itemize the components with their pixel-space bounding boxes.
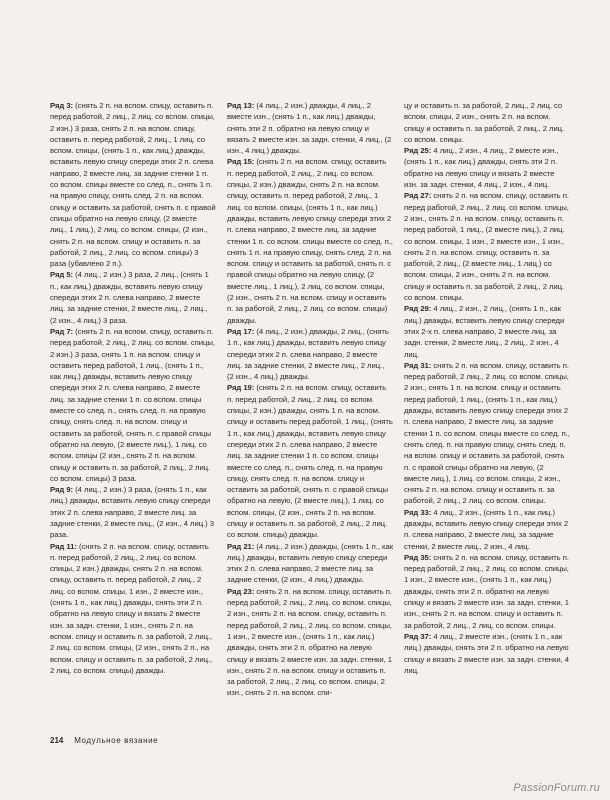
row-instruction — [227, 100, 393, 156]
row-text: снять 2 п. на вспом. спицу, оставить п. перед работой, 2 лиц., 2 лиц. со вспом. спицы, 2 изн., снять 2 п. на вспом. спицу, оставить п. перед работой, 2 лиц., 2 лиц. со вспом. спицы, 1 изн., 2 вместе изн., (снять 1 п., как лиц.) дважды, снять эти 2 п. обратно на левую спицу и вязать 2 вместе изн. за задн. стенки, 1 изн., снять 2 п. на вспом. спицу и оставить п. за работой, 2 лиц., 2 лиц. со вспом. спицы, 2 изн., снять 2 п. на вспом. спи- — [227, 586, 392, 698]
text-columns — [50, 100, 570, 700]
watermark: PassionForum.ru — [513, 782, 600, 794]
row-text: 4 лиц., 2 изн., 2 лиц., (снять 1 п., как лиц.) дважды, вставить левую спицу спереди этих 2-х п. слева направо, 2 вместе лиц. за задн. стенки, 2 вместе лиц., 2 лиц., 2 изн., 4 лиц. — [404, 304, 565, 359]
row-instruction — [227, 326, 393, 382]
row-label: Ряд 15: — [227, 157, 255, 167]
row-text: (снять 2 п. на вспом. спицу, оставить п. перед работой, 2 лиц., 2 лиц. со вспом. спицы, 2 изн.) 3 раза, снять 1 п. на вспом. спицу и оставить перед работой, 1 лиц., (снять 1 п., как лиц.) дважды, вставить левую спицу спереди этих 2 п. слева направо, 2 вместе лиц. за задние стенки 1 п. со вспом. спицы вместе со след. п., снять след. п. на правую спицу, снять след. п. на вспом. спицу и оставить за работой, снять п. с правой спицы обратно на левую, (2 вместе лиц.), 1 лиц. со вспом. спицы (2 изн., снять 2 п. на вспом. спицу и оставить п. за работой, 2 лиц., 2 лиц. со вспом. спицы) 3 раза. — [50, 326, 215, 483]
row-label: Ряд 13: — [227, 101, 255, 110]
row-instruction — [404, 145, 570, 190]
row-label: Ряд 17: — [227, 326, 255, 336]
row-label: Ряд 31: — [404, 360, 432, 370]
row-label: Ряд 3: — [50, 101, 74, 110]
row-text: снять 2 п. на вспом. спицу, оставить п. перед работой, 2 лиц., 2 лиц. со вспом. спицы, 1 изн., 2 вместе изн., (снять 1 п., как лиц.) дважды, снять эти 2 п. обратно на левую спицу и вязать 2 вместе изн. за задн. стенки, 1 изн., снять 2 п. на вспом. спицу и оставить п. за работой, 2 лиц., 2 лиц. со вспом. спицы. — [404, 552, 569, 630]
page-number: 214 — [50, 736, 64, 745]
row-instruction — [50, 100, 216, 269]
row-label: Ряд 19: — [227, 383, 255, 393]
row-instruction — [227, 586, 393, 699]
row-label: Ряд 25: — [404, 146, 432, 156]
row-label: Ряд 27: — [404, 191, 432, 201]
row-text: (4 лиц., 2 изн.) дважды, (снять 1 п., как лиц.) дважды, вставить левую спицу спереди этих 2 п. слева направо, 2 вместе лиц. за задние стенки, (2 изн., 4 лиц.) дважды. — [227, 541, 393, 585]
row-text: 4 лиц., 2 изн., 4 лиц., 2 вместе изн., (снять 1 п., как лиц.) дважды, снять эти 2 п. обратно на левую спицу и вязать 2 вместе изн. за задн. стенки, 4 лиц., 2 изн., 4 лиц. — [404, 146, 559, 190]
row-text: (снять 2 п. на вспом. спицу, оставить п. перед работой, 2 лиц., 2 лиц. со вспом. спицы, 2 изн.) дважды, снять 1 п. на вспом. спицу и оставить перед работой, 1 лиц., (снять 1 п., как лиц.) дважды, вставить левую спицу спереди этих 2 п. слева направо, 2 вместе лиц. за задние стенки 1 п. со вспом. спицы вместе со след. п., снять след. п. на правую спицу, снять след. п. на вспом. спицу и оставить за работой, снять п. с правой спицы обратно на левую, (2 вместе лиц.), 1 лиц. со вспом. спицы, (2 изн., снять 2 п. на вспом. спицу и оставить п. за работой, 2 лиц., 2 лиц. со вспом. спицы) дважды. — [227, 383, 393, 540]
page-footer — [50, 736, 158, 745]
column-2 — [227, 100, 393, 700]
row-label: Ряд 35: — [404, 552, 432, 562]
row-instruction — [50, 269, 216, 325]
row-instruction — [50, 484, 216, 540]
row-instruction — [404, 552, 570, 631]
row-text: (4 лиц., 2 изн.) дважды, 2 лиц., (снять 1 п., как лиц.) дважды, вставить левую спицу спереди этих 2 п. слева направо, 2 вместе лиц. за задние стенки, 2 вместе лиц., 2 лиц., (2 изн., 4 лиц.) дважды. — [227, 326, 389, 382]
row-instruction — [404, 303, 570, 359]
row-instruction — [50, 541, 216, 677]
row-label: Ряд 5: — [50, 270, 74, 280]
row-instruction — [50, 326, 216, 484]
row-instruction — [404, 190, 570, 303]
row-text: 4 лиц., 2 изн., (снять 1 п., как лиц.) дважды, вставить левую спицу спереди этих 2 п. слева направо, 2 вместе лиц. за задние стенки, 2 вместе лиц., 2 изн., 4 лиц. — [404, 507, 569, 551]
row-text: (снять 2 п. на вспом. спицу, оставить п. перед работой, 2 лиц., 2 лиц. со вспом. спицы, 2 изн.) дважды, снять 2 п. на вспом. спицу, оставить п. перед работой, 2 лиц., 1 лиц. со вспом. спицы, (снять 1 п., как лиц.) дважды, вставить левую спицу спереди этих 2 п. слева направо, 2 вместе лиц. за задние стенки 1 п. со вспом. спицы вместе со след. п., снять 1 п. на правую спицу, снять след. 2 п. на вспом. спицу и оставить за работой, снять п. с правой спицы обратно на левую спицу, (2 вместе лиц., 1 лиц.), 2 лиц. со вспом. спицы, (2 изн., снять 2 п. на вспом. спицу и оставить п. за работой, 2 лиц., 2 лиц. со вспом. спицы) дважды. — [227, 157, 393, 325]
row-text: снять 2 п. на вспом. спицу, оставить п. перед работой, 2 лиц., 2 лиц. со вспом. спицы, 2 изн., снять 2 п. на вспом. спицу, оставить п. перед работой, 1 лиц., (2 вместе лиц.), 2 лиц. со вспом. спицы, 1 изн., 2 вместе изн., 1 изн., снять 2 п. на вспом. спицу, оставить п. за работой, 2 лиц., (2 вместе лиц., 1 лиц.) со вспом. спицы, 2 изн., снять 2 п. на вспом. спицу и оставить п. за работой, 2 лиц., 2 лиц. со вспом. спицы. — [404, 191, 569, 303]
row-instruction — [404, 360, 570, 507]
row-text: (4 лиц., 2 изн.) 3 раза, 2 лиц., (снять 1 п., как лиц.) дважды, вставить левую спицу спереди этих 2 п. слева направо, 2 вместе лиц. за задние стенки, 2 вместе лиц., 2 лиц., (2 изн., 4 лиц.) 3 раза. — [50, 270, 209, 325]
row-instruction — [404, 631, 570, 676]
row-text: (снять 2 п. на вспом. спицу, оставить п. перед работой, 2 лиц., 2 лиц. со вспом. спицы, 2 изн.) дважды, снять 2 п. на вспом. спицу, оставить п. перед работой, 2 лиц., 2 лиц. со вспом. спицы, 1 изн., 2 вместе изн., (снять 1 п., как лиц.) дважды, снять эти 2 п. обратно на левую спицу и вязать 2 вместе изн. за задн. стенки, 1 изн., снять 2 п. на вспом. спицу и оставить п. за работой, 2 лиц., 2 лиц. со вспом. спицы, (2 изн., снять 2 п., на вспом. спицу и оставить п. за работой, 2 лиц., 2 лиц. со вспом. спицы) дважды. — [50, 541, 213, 675]
row-label: Ряд 21: — [227, 541, 255, 551]
row-text: (4 лиц., 2 изн.) дважды, 4 лиц., 2 вместе изн., (снять 1 п., как лиц.) дважды, снять эти 2 п. обратно на левую спицу и вязать 2 вместе изн. за задн. стенки, 4 лиц., (2 изн., 4 лиц.) дважды. — [227, 101, 392, 156]
row-label: Ряд 37: — [404, 631, 432, 641]
row-label: Ряд 7: — [50, 326, 74, 336]
row-instruction — [227, 541, 393, 586]
section-title: Модульное вязание — [74, 736, 159, 745]
row-label: Ряд 9: — [50, 485, 74, 495]
row-instruction — [404, 507, 570, 552]
row-label: Ряд 29: — [404, 304, 432, 314]
row-text: (снять 2 п. на вспом. спицу, оставить п. перед работой, 2 лиц., 2 лиц. со вспом. спицы, 2 изн.) 3 раза, снять 2 п. на вспом. спицу, оставить п. перед работой, 2 лиц., 1 лиц. со вспом. спицы, (снять 1 п., как лиц.) дважды, вставить левую спицу спереди этих 2 п. слева направо, 2 вместе лиц. за задние стенки 1 п. со вспом. спицы вместе со след. п., снять 1 п. на правую спицу, снять след. 2 п. на вспом. спицу и оставить за работой, снять п. с правой спицы обратно на левую спицу, (2 вместе лиц., 1 лиц.), 2 лиц. со вспом. спицы, (2 изн., снять 2 п. на вспом. спицу и оставить п. за работой, 2 лиц., 2 лиц. со вспом. спицы) 3 раза (убавлено 2 п.). — [50, 101, 216, 269]
row-label: Ряд 23: — [227, 586, 255, 596]
column-3 — [404, 100, 570, 700]
column-1 — [50, 100, 216, 700]
row-instruction — [227, 156, 393, 325]
row-instruction — [227, 382, 393, 540]
row-label: Ряд 33: — [404, 507, 432, 517]
row-label: Ряд 11: — [50, 541, 77, 551]
row-text: снять 2 п. на вспом. спицу, оставить п. перед работой, 2 лиц., 2 лиц. со вспом. спицы, 2 изн., снять 1 п. на вспом. спицу и оставить перед работой, 1 лиц., (снять 1 п., как лиц.) дважды, вставить левую спицу спереди этих 2 п. слева направо, 2 вместе лиц. за задние стенки 1 п. со вспом. спицы вместе со след. п., снять след. п. на правую спицу, снять след. п. на вспом. спицу и оставить за работой, снять п. с правой спицы обратно на левую, (2 вместе лиц.), 1 лиц. со вспом. спицы, 2 изн., снять 2 п. на вспом. спицу и оставить п. за работой, 2 лиц., 2 лиц. со вспом. спицы. — [404, 360, 570, 506]
row-instruction — [404, 100, 570, 145]
row-text: 4 лиц., 2 вместе изн., (снять 1 п., как лиц.) дважды, снять эти 2 п. обратно на левую спицу и вязать 2 вместе изн. за задн. стенки, 4 лиц. — [404, 631, 569, 675]
row-text: цу и оставить п. за работой, 2 лиц., 2 лиц. со вспом. спицы, 2 изн., снять 2 п. на вспом. спицу и оставить п. за работой, 2 лиц., 2 лиц. со вспом. спицы. — [404, 101, 565, 144]
row-text: (4 лиц., 2 изн.) 3 раза, (снять 1 п., как лиц.) дважды, вставить левую спицу спереди этих 2 п. слева направо, 2 вместе лиц. за задние стенки, 2 вместе лиц., (2 изн., 4 лиц.) 3 раза. — [50, 485, 214, 540]
